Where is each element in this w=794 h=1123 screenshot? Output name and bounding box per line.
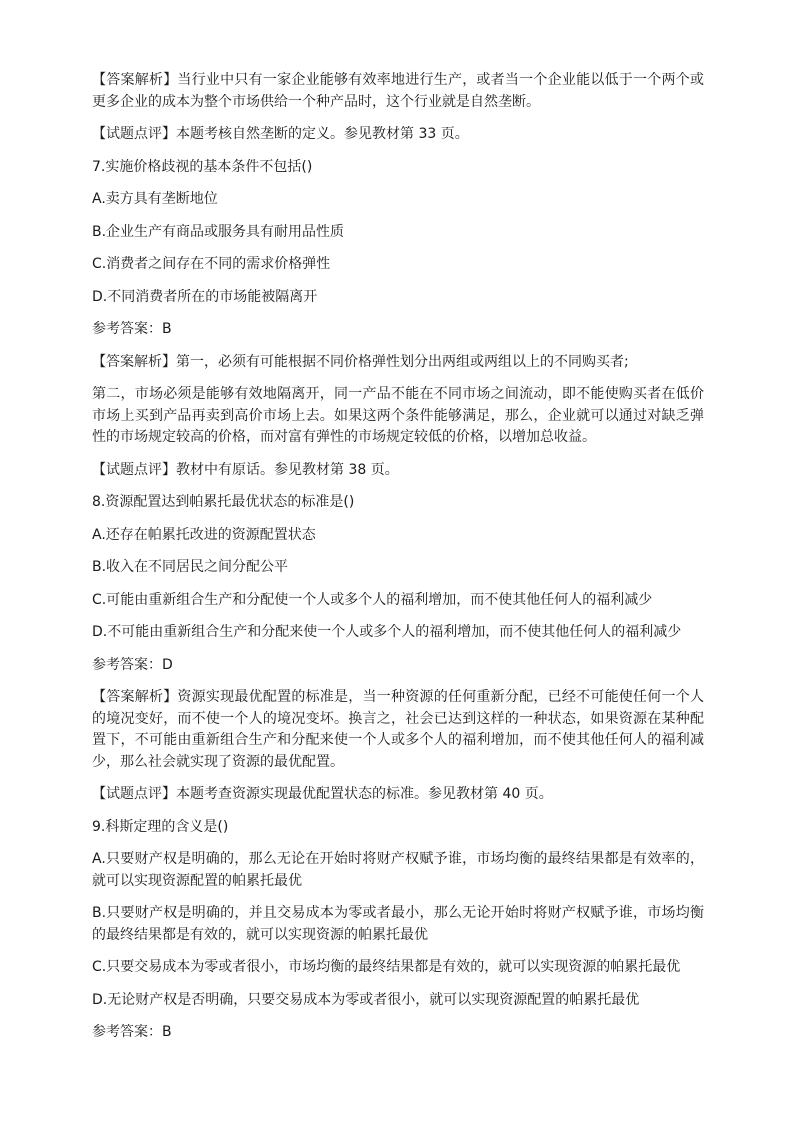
answer-9: 参考答案：B xyxy=(92,1024,172,1040)
answer-analysis-8: 【答案解析】资源实现最优配置的标准是，当一种资源的任何重新分配，已经不可能使任何一个人的境况变好，而不使一个人的境况变坏。换言之，社会已达到这样的一种状态，如果资源在某种配置下，不可能由重新组合生产和分配来使一个人或多个人的福利增加，而不使其他任何人的福利减少，那么社会就实现了资源的最优配置。 xyxy=(92,689,704,770)
question-8-option-b: B.收入在不同居民之间分配公平 xyxy=(92,559,289,575)
answer-7: 参考答案：B xyxy=(92,321,172,337)
question-9-option-a: A.只要财产权是明确的，那么无论在开始时将财产权赋予谁，市场均衡的最终结果都是有效率的，就可以实现资源配置的帕累托最优 xyxy=(92,851,704,889)
question-7-option-a: A.卖方具有垄断地位 xyxy=(92,191,218,207)
comment-6: 【试题点评】本题考核自然垄断的定义。参见教材第 33 页。 xyxy=(92,126,469,142)
question-9-option-d: D.无论财产权是否明确，只要交易成本为零或者很小，就可以实现资源配置的帕累托最优 xyxy=(92,991,640,1008)
comment-7: 【试题点评】教材中有原话。参见教材第 38 页。 xyxy=(92,461,399,478)
question-7-option-c: C.消费者之间存在不同的需求价格弹性 xyxy=(92,256,331,272)
question-9-option-b: B.只要财产权是明确的，并且交易成本为零或者最小，那么无论开始时将财产权赋予谁，市场均衡的最终结果都是有效的，就可以实现资源的帕累托最优 xyxy=(92,905,704,943)
question-9-option-c: C.只要交易成本为零或者很小，市场均衡的最终结果都是有效的，就可以实现资源的帕累托最优 xyxy=(92,959,681,975)
answer-analysis-7-part2: 第二，市场必须是能够有效地隔离开，同一产品不能在不同市场之间流动，即不能使购买者在低价市场上买到产品再卖到高价市场上去。如果这两个条件能够满足，那么，企业就可以通过对缺乏弹性的市场规定较高的价格，而对富有弹性的市场规定较低的价格，以增加总收益。 xyxy=(92,386,704,445)
question-8: 8.资源配置达到帕累托最优状态的标准是() xyxy=(92,494,355,510)
question-7-option-d: D.不同消费者所在的市场能被隔离开 xyxy=(92,288,318,305)
question-8-option-c: C.可能由重新组合生产和分配使一个人或多个人的福利增加，而不使其他任何人的福利减少 xyxy=(92,591,653,608)
answer-analysis-7-part1: 【答案解析】第一，必须有可能根据不同价格弹性划分出两组或两组以上的不同购买者; xyxy=(92,353,629,370)
question-7-option-b: B.企业生产有商品或服务具有耐用品性质 xyxy=(92,223,345,240)
question-9: 9.科斯定理的含义是() xyxy=(92,818,229,835)
document-page xyxy=(92,70,704,1044)
question-7: 7.实施价格歧视的基本条件不包括() xyxy=(92,158,313,175)
question-8-option-d: D.不可能由重新组合生产和分配来使一个人或多个人的福利增加，而不使其他任何人的福利减少 xyxy=(92,624,682,640)
answer-analysis-6: 【答案解析】当行业中只有一家企业能够有效率地进行生产，或者当一个企业能以低于一个两个或更多企业的成本为整个市场供给一个种产品时，这个行业就是自然垄断。 xyxy=(92,72,704,110)
question-8-option-a: A.还存在帕累托改进的资源配置状态 xyxy=(92,526,316,543)
comment-8: 【试题点评】本题考查资源实现最优配置状态的标准。参见教材第 40 页。 xyxy=(92,786,553,802)
answer-8: 参考答案：D xyxy=(92,656,173,673)
